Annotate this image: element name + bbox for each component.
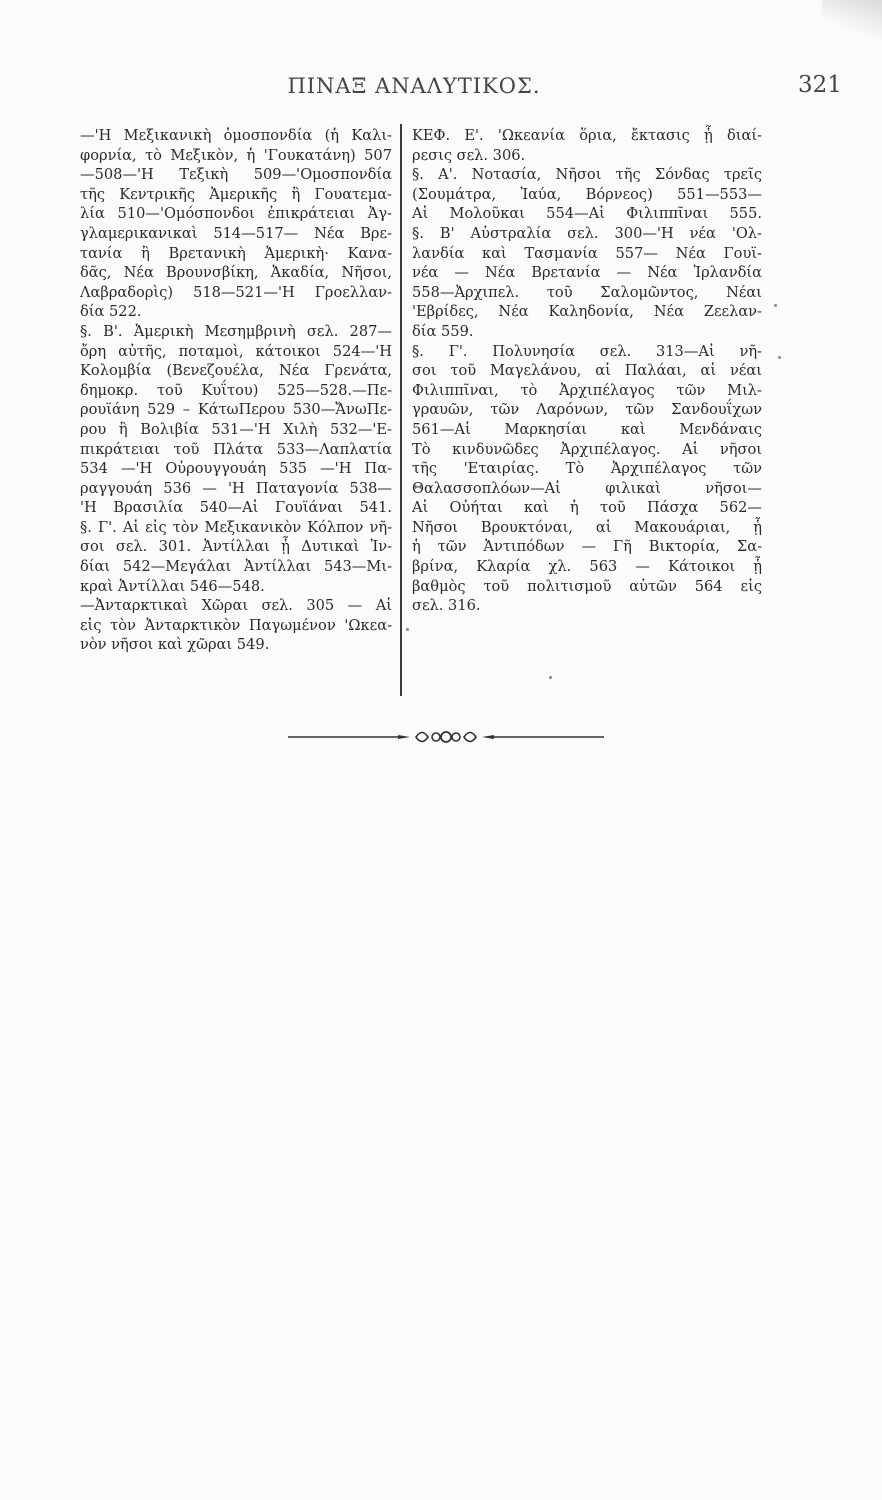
index-line: Κολομβία (Βενεζουέλα, Νέα Γρενάτα, [80, 362, 392, 380]
index-line: §. Α'. Νοτασία, Νῆσοι τῆς Σόνδας τρεῖς [412, 166, 762, 184]
index-line: σοι τοῦ Μαγελάνου, αἱ Παλάαι, αἱ νέαι [412, 362, 762, 380]
index-line: 'Εβρίδες, Νέα Καληδονία, Νέα Ζεελαν- [412, 303, 762, 321]
index-line: κραὶ Ἀντίλλαι 546—548. [80, 577, 265, 595]
paper-speck [778, 356, 781, 359]
index-line: εἰς τὸν Ἀνταρκτικὸν Παγωμένον 'Ωκεα- [80, 616, 392, 634]
index-line: γραυῶν, τῶν Λαρόνων, τῶν Σανδουΐχων [412, 401, 762, 419]
index-line: Αἱ Μολοῦκαι 554—Αἱ Φιλιππῖναι 555. [412, 205, 762, 223]
index-line: —Ἀνταρκτικαὶ Χῶραι σελ. 305 — Αἱ [80, 597, 392, 615]
index-line: 534 —'Η Οὐρουγγουάη 535 —'Η Πα- [80, 460, 392, 478]
index-line: 558—Ἀρχιπελ. τοῦ Σαλομῶντος, Νέαι [412, 283, 762, 301]
index-line: ΚΕΦ. Ε'. 'Ωκεανία ὅρια, ἔκτασις ᾗ διαί- [412, 127, 762, 144]
index-line: §. Γ'. Πολυνησία σελ. 313—Αἱ νῆ- [412, 342, 762, 360]
index-line: βρίνα, Κλαρία χλ. 563 — Κάτοικοι ᾗ [412, 558, 762, 576]
paper-speck [774, 304, 777, 307]
index-line: δᾶς, Νέα Βρουνσβίκη, Ἀκαδία, Νῆσοι, [80, 264, 392, 282]
index-line: φορνία, τὸ Μεξικὸν, ἡ 'Γουκατάνη) 507 [80, 146, 392, 164]
index-line: ἡ τῶν Ἀντιπόδων — Γῆ Βικτορία, Σα- [412, 538, 762, 556]
running-header-title: ΠΙΝΑΞ ΑΝΑΛΥΤΙΚΟΣ. [287, 74, 541, 98]
index-line: Θαλασσοπλόων—Αἱ φιλικαὶ νῆσοι— [412, 479, 762, 497]
paper-speck [549, 676, 552, 679]
index-line: τανία ἢ Βρετανικὴ Ἀμερικὴ· Κανα- [80, 244, 392, 262]
index-right-column [412, 126, 762, 616]
index-line: §. Γ'. Αἱ εἰς τὸν Μεξικανικὸν Κόλπον νῆ- [80, 518, 392, 536]
index-line: 561—Αἱ Μαρκησίαι καὶ Μενδάναις [412, 420, 762, 438]
index-line: δία 559. [412, 322, 474, 340]
index-line: ρεσις σελ. 306. [412, 146, 526, 164]
index-line: ρου ἢ Βολιβία 531—'Η Χιλὴ 532—'Ε- [80, 420, 392, 438]
index-line: τῆς 'Εταιρίας. Τὸ Ἀρχιπέλαγος τῶν [412, 460, 762, 478]
index-line: ραγγουάη 536 — 'Η Παταγονία 538— [80, 479, 392, 497]
index-line: Λαβραδορὶς) 518—521—'Η Γροελλαν- [80, 283, 392, 301]
paper-speck [406, 628, 409, 631]
index-line: Τὸ κινδυνῶδες Ἀρχιπέλαγος. Αἱ νῆσοι [412, 440, 762, 458]
index-left-column [80, 126, 392, 655]
index-line: ὄρη αὐτῆς, ποταμοὶ, κάτοικοι 524—'Η [80, 342, 392, 360]
index-line: δία 522. [80, 303, 142, 321]
ornament-rule-icon [286, 726, 606, 748]
index-line: δημοκρ. τοῦ Κυΐτου) 525—528.—Πε- [80, 381, 392, 399]
index-line: 'Η Βρασιλία 540—Αἱ Γουϊάναι 541. [80, 499, 392, 517]
index-line: νὸν νῆσοι καὶ χῶραι 549. [80, 636, 270, 654]
index-line: (Σουμάτρα, Ἰαύα, Βόρνεος) 551—553— [412, 185, 762, 203]
index-line: Νῆσοι Βρουκτόναι, αἱ Μακουάριαι, ᾗ [412, 518, 762, 536]
index-line: Αἱ Οὐήται καὶ ἡ τοῦ Πάσχα 562— [412, 499, 762, 517]
index-line: §. Β' Αὐστραλία σελ. 300—'Η νέα 'Ολ- [412, 224, 762, 242]
index-line: §. Β'. Ἀμερικὴ Μεσημβρινὴ σελ. 287— [80, 322, 392, 340]
index-line: λανδία καὶ Τασμανία 557— Νέα Γουϊ- [412, 244, 762, 262]
index-line: πικράτειαι τοῦ Πλάτα 533—Λαπλατία [80, 440, 392, 458]
index-line: σοι σελ. 301. Ἀντίλλαι ᾗ Δυτικαὶ Ἰν- [80, 538, 392, 556]
index-line: ρουϊάνη 529 – ΚάτωΠερου 530—ἌνωΠε- [80, 401, 392, 419]
index-line: —508—'Η Τεξικὴ 509—'Ομοσπονδία [80, 166, 392, 184]
page-edge-shadow [822, 0, 882, 40]
index-line: γλαμερικανικαὶ 514—517— Νέα Βρε- [80, 224, 392, 242]
page-number: 321 [798, 72, 842, 98]
index-line: σελ. 316. [412, 597, 481, 615]
index-line: Φιλιππῖναι, τὸ Ἀρχιπέλαγος τῶν Μιλ- [412, 381, 762, 399]
index-line: νέα — Νέα Βρετανία — Νέα Ἰρλανδία [412, 264, 762, 282]
index-line: λία 510—'Ομόσπονδοι ἐπικράτειαι Ἀγ- [80, 205, 392, 223]
index-line: δίαι 542—Μεγάλαι Ἀντίλλαι 543—Μι- [80, 558, 392, 576]
index-line: τῆς Κεντρικῆς Ἀμερικῆς ἢ Γουατεμα- [80, 185, 392, 203]
column-divider [400, 124, 402, 696]
index-line: βαθμὸς τοῦ πολιτισμοῦ αὐτῶν 564 εἰς [412, 577, 762, 595]
index-line: —'Η Μεξικανικὴ ὁμοσπονδία (ἡ Καλι- [80, 127, 392, 144]
